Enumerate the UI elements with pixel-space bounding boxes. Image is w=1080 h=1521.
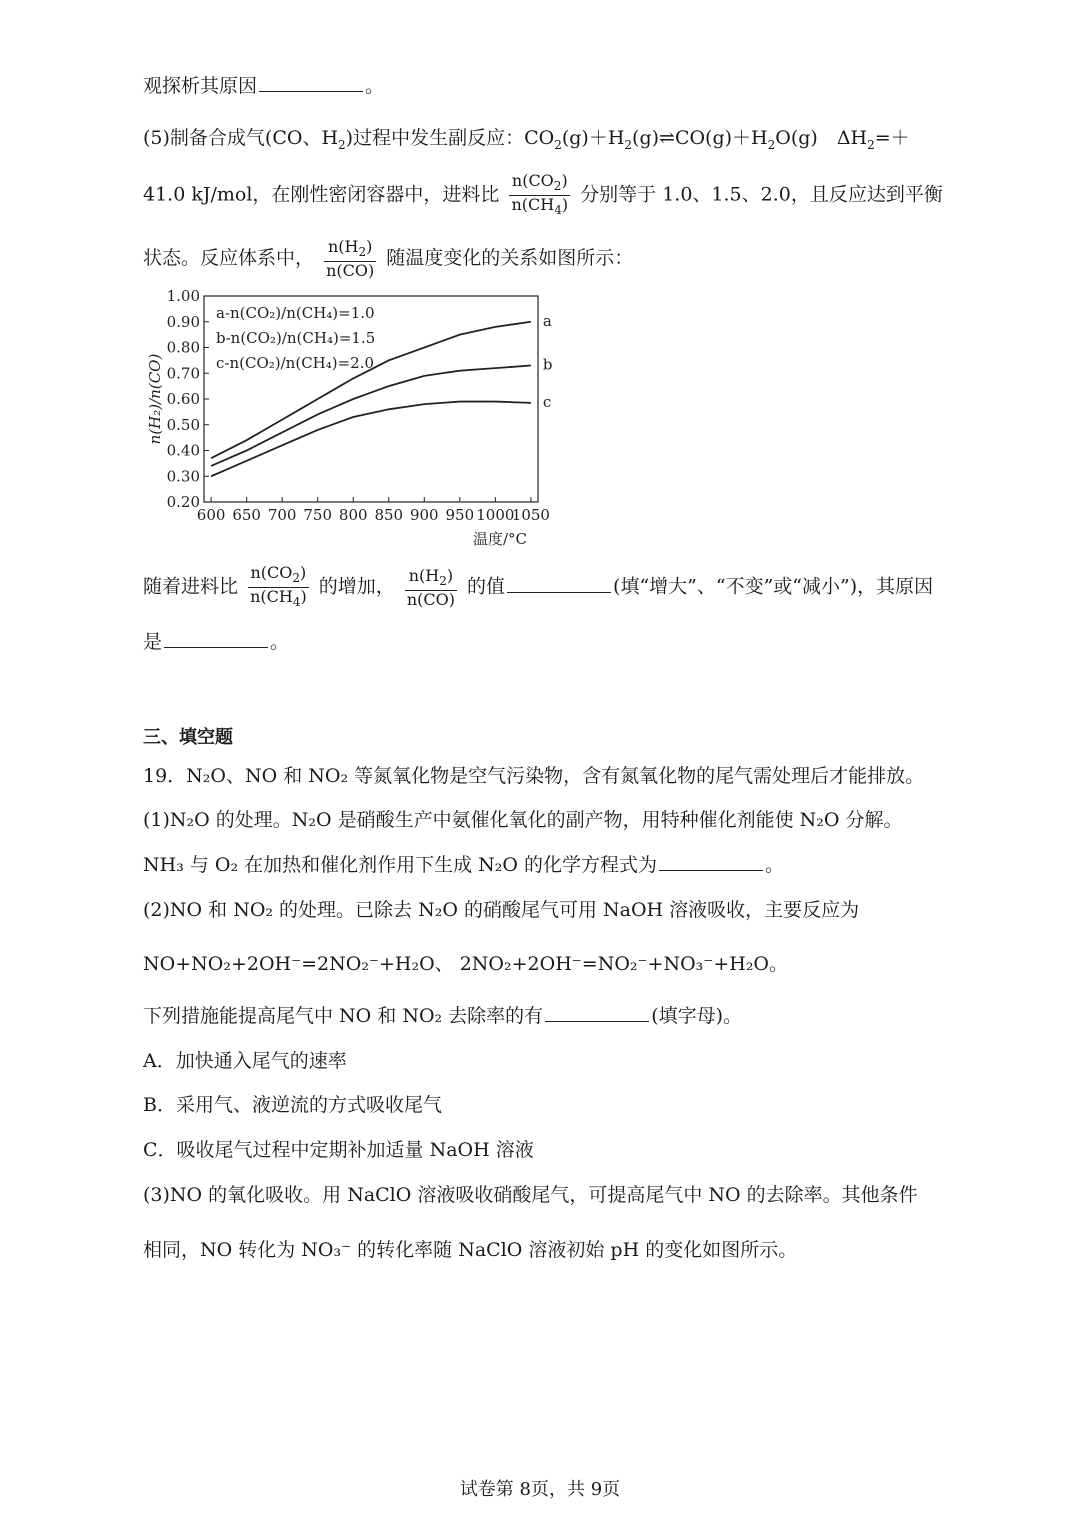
series-line-c (211, 402, 531, 477)
text: 41.0 kJ/mol，在刚性密闭容器中，进料比 (143, 183, 500, 206)
x-tick-label: 1000 (476, 506, 515, 524)
text: 分别等于 1.0、1.5、2.0，且反应达到平衡 (580, 183, 943, 206)
legend-entry: b-n(CO₂)/n(CH₄)=1.5 (216, 329, 376, 347)
y-tick-label: 0.70 (166, 364, 200, 383)
series-label-c: c (542, 392, 552, 411)
subscript: 2 (553, 179, 562, 194)
text: 随着进料比 (143, 575, 239, 598)
y-tick-label: 0.50 (166, 415, 200, 434)
answer-blank[interactable] (545, 1003, 649, 1022)
text: 观探析其原因 (143, 75, 258, 97)
fraction-h2-co (405, 567, 457, 609)
subscript: 4 (292, 595, 301, 610)
q19-part2: (2)NO 和 NO₂ 的处理。已除去 N₂O 的硝酸尾气可用 NaOH 溶液吸收，主要反应为 (143, 899, 860, 921)
text: 随温度变化的关系如图所示： (386, 247, 634, 270)
subscript: 2 (292, 571, 301, 586)
subscript: 2 (767, 137, 776, 152)
text: O(g) ΔH (775, 127, 868, 149)
text: ) (300, 587, 307, 607)
subscript: 2 (358, 245, 367, 260)
option-b: B．采用气、液逆流的方式吸收尾气 (143, 1094, 442, 1116)
x-tick-label: 600 (196, 506, 226, 524)
x-tick-label: 850 (374, 506, 404, 524)
answer-blank[interactable] (164, 629, 268, 648)
text: 是 (143, 631, 163, 653)
text: n(CO (250, 563, 293, 582)
fraction-co2-ch4 (509, 172, 570, 219)
text: )过程中发生副反应：CO (345, 127, 555, 149)
page-footer: 试卷第 8页，共 9页 (459, 1479, 621, 1500)
x-tick-label: 700 (267, 506, 297, 524)
y-tick-label: 0.40 (166, 441, 200, 460)
x-axis-label: 温度/°C (472, 530, 528, 548)
h2-co-ratio-chart (140, 288, 560, 550)
text: (g)＋H (561, 127, 625, 149)
answer-blank[interactable] (259, 73, 363, 92)
y-tick-label: 0.90 (166, 312, 200, 331)
q19-intro: 19．N₂O、NO 和 NO₂ 等氮氧化物是空气污染物，含有氮氧化物的尾气需处理后才能排放。 (143, 765, 925, 787)
x-tick-label: 800 (338, 506, 368, 524)
option-a: A．加快通入尾气的速率 (143, 1050, 347, 1072)
text: (g)⇌CO(g)＋H (632, 127, 768, 149)
section-heading: 三、填空题 (143, 727, 233, 748)
text: ) (561, 195, 569, 215)
text: n(H (327, 237, 359, 256)
q18-line-top (143, 72, 384, 100)
q19-part3: (3)NO 的氧化吸收。用 NaClO 溶液吸收硝酸尾气，可提高尾气中 NO 的去除率。其他条件 (143, 1184, 918, 1206)
text: 状态。反应体系中， (143, 247, 315, 270)
answer-blank[interactable] (659, 852, 763, 871)
q18-part5-line2 (143, 172, 943, 219)
y-axis-label: n(H₂)/n(CO) (146, 353, 164, 445)
text: 。 (765, 854, 785, 876)
text: 的增加， (318, 575, 395, 598)
q19-part1-equation-prompt (143, 851, 784, 879)
text: 。 (365, 75, 385, 97)
subscript: 4 (554, 203, 562, 218)
q18-part5-line1 (143, 124, 910, 159)
text: 。 (270, 631, 290, 653)
q18-after-chart-line2 (143, 628, 289, 656)
text: 的值 (467, 575, 506, 598)
subscript: 2 (554, 137, 562, 152)
text: n(CO) (406, 589, 455, 609)
series-line-b (211, 366, 531, 466)
subscript: 2 (624, 137, 633, 152)
x-tick-label: 650 (232, 506, 261, 524)
subscript: 2 (338, 137, 346, 152)
plot-frame (204, 296, 538, 502)
subscript: 2 (439, 573, 447, 588)
series-label-a: a (542, 311, 552, 330)
q19-part1: (1)N₂O 的处理。N₂O 是硝酸生产中氨催化氧化的副产物，用特种催化剂能使 N₂O 分解。 (143, 809, 903, 831)
y-tick-label: 0.30 (166, 467, 200, 486)
legend-entry: a-n(CO₂)/n(CH₄)=1.0 (216, 304, 375, 322)
y-tick-label: 1.00 (166, 288, 200, 305)
fraction-h2-co (324, 238, 376, 280)
y-tick-label: 0.60 (166, 390, 200, 408)
text: (5)制备合成气(CO、H (143, 127, 339, 149)
x-tick-label: 900 (409, 506, 439, 524)
text: ) (366, 237, 373, 256)
series-label-b: b (542, 355, 553, 374)
text: n(CH (250, 587, 293, 607)
text: (填字母)。 (651, 1005, 743, 1027)
legend-entry: c-n(CO₂)/n(CH₄)=2.0 (216, 354, 375, 372)
text: 下列措施能提高尾气中 NO 和 NO₂ 去除率的有 (143, 1005, 544, 1027)
q18-part5-line3 (143, 238, 633, 280)
y-tick-label: 0.20 (166, 493, 200, 511)
text: ) (300, 563, 307, 582)
option-c: C．吸收尾气过程中定期补加适量 NaOH 溶液 (143, 1139, 534, 1161)
x-tick-label: 950 (445, 506, 475, 524)
x-tick-label: 750 (303, 506, 333, 524)
text: n(CH (511, 195, 555, 215)
text: =＋ (874, 127, 910, 149)
q19-part2-question (143, 1002, 742, 1030)
text: ) (561, 171, 568, 190)
y-tick-label: 0.80 (166, 338, 200, 357)
text: n(CO (511, 171, 554, 190)
fraction-co2-ch4 (248, 564, 309, 611)
q19-part2-reactions: NO+NO₂+2OH⁻=2NO₂⁻+H₂O、 2NO₂+2OH⁻=NO₂⁻+NO₃⁻+H₂O。 (143, 953, 789, 975)
text: n(H (408, 565, 440, 585)
text: n(CO) (326, 261, 375, 281)
q19-part3-cont: 相同，NO 转化为 NO₃⁻ 的转化率随 NaClO 溶液初始 pH 的变化如图所示。 (143, 1239, 798, 1261)
subscript: 2 (867, 137, 875, 152)
text: (填“增大”、“不变”或“减小”)，其原因 (613, 575, 934, 598)
q18-after-chart-line1 (143, 564, 933, 611)
text: NH₃ 与 O₂ 在加热和催化剂作用下生成 N₂O 的化学方程式为 (143, 854, 658, 876)
text: ) (446, 565, 454, 585)
x-tick-label: 1050 (511, 506, 550, 524)
answer-blank[interactable] (507, 574, 611, 593)
